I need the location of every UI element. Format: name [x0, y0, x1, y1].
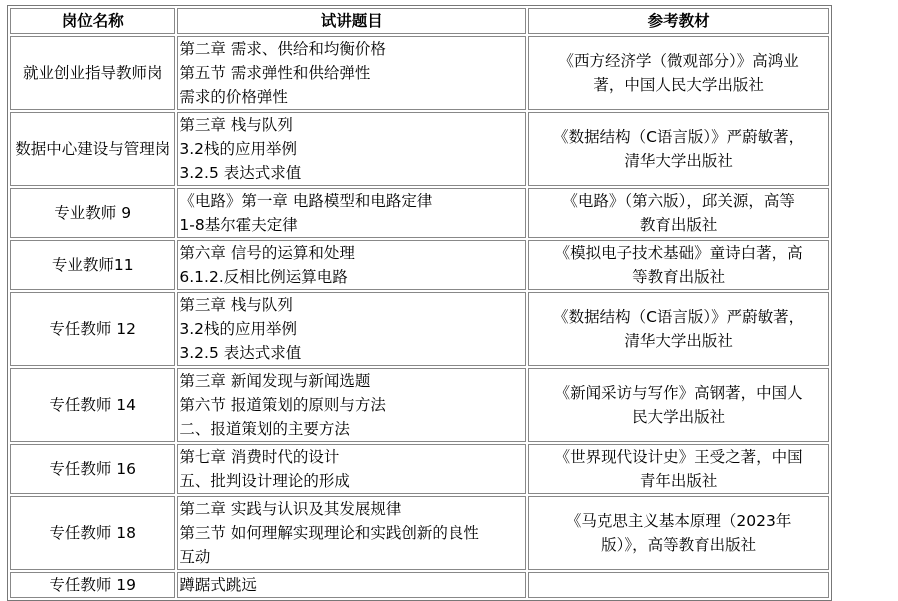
topic-cell	[177, 188, 526, 238]
position-cell: 专任教师 14	[10, 368, 175, 442]
position-cell: 专业教师 9	[10, 188, 175, 238]
book-line: 《数据结构（C语言版）》严蔚敏著，	[553, 128, 805, 146]
book-line: 《马克思主义基本原理（2023年	[565, 512, 792, 530]
topic-line: 3.2.5 表达式求值	[179, 344, 302, 362]
book-line: 教育出版社	[639, 216, 718, 234]
topic-cell	[177, 496, 526, 570]
exam-table	[7, 5, 832, 601]
table-row	[10, 240, 829, 290]
topic-line: 第七章 消费时代的设计	[179, 448, 340, 466]
book-cell	[528, 240, 829, 290]
topic-cell	[177, 444, 526, 494]
table-row	[10, 36, 829, 110]
book-cell	[528, 188, 829, 238]
position-cell: 就业创业指导教师岗	[10, 36, 175, 110]
book-line: 等教育出版社	[632, 268, 726, 286]
header-book: 参考教材	[528, 8, 829, 34]
topic-line: 蹲踞式跳远	[179, 576, 257, 594]
position-label: 数据中心建设与管理岗	[15, 140, 171, 158]
topic-line: 第二章 需求、供给和均衡价格	[179, 40, 386, 58]
book-cell	[528, 292, 829, 366]
header-position: 岗位名称	[10, 8, 175, 34]
topic-line: 6.1.2.反相比例运算电路	[179, 268, 348, 286]
book-line: 《模拟电子技术基础》童诗白著，高	[554, 244, 803, 262]
book-line: 版）》，高等教育出版社	[601, 536, 757, 554]
topic-cell	[177, 292, 526, 366]
position-cell: 专任教师 18	[10, 496, 175, 570]
header-topic: 试讲题目	[177, 8, 526, 34]
book-cell	[528, 368, 829, 442]
book-cell	[528, 572, 829, 598]
position-cell: 专任教师 19	[10, 572, 175, 598]
book-line: 《西方经济学（微观部分）》高鸿业	[558, 52, 799, 70]
position-cell: 专业教师11	[10, 240, 175, 290]
book-cell	[528, 496, 829, 570]
topic-line: 3.2栈的应用举例	[179, 140, 298, 158]
topic-cell	[177, 112, 526, 186]
topic-line: 3.2栈的应用举例	[179, 320, 298, 338]
book-line: 清华大学出版社	[624, 152, 733, 170]
table-row	[10, 496, 829, 570]
table-row	[10, 188, 829, 238]
topic-cell	[177, 368, 526, 442]
table-row	[10, 112, 829, 186]
book-line: 清华大学出版社	[624, 332, 733, 350]
topic-line: 第三章 栈与队列	[179, 296, 293, 314]
header-row	[10, 8, 829, 34]
topic-cell	[177, 36, 526, 110]
topic-line: 五、批判设计理论的形成	[179, 472, 350, 490]
topic-line: 第二章 实践与认识及其发展规律	[179, 500, 402, 518]
book-line: 《电路》（第六版），邱关源，高等	[562, 192, 795, 210]
position-cell	[10, 112, 175, 186]
book-line: 青年出版社	[639, 472, 718, 490]
book-line: 《世界现代设计史》王受之著，中国	[554, 448, 803, 466]
topic-line: 3.2.5 表达式求值	[179, 164, 302, 182]
topic-line: 第三节 如何理解实现理论和实践创新的良性	[179, 524, 479, 542]
topic-cell	[177, 240, 526, 290]
book-line: 著，中国人民大学出版社	[593, 76, 764, 94]
topic-line: 二、报道策划的主要方法	[179, 420, 350, 438]
topic-cell	[177, 572, 526, 598]
book-line: 民大学出版社	[632, 408, 726, 426]
topic-line: 互动	[179, 548, 211, 566]
book-cell	[528, 112, 829, 186]
topic-line: 第三章 栈与队列	[179, 116, 293, 134]
table-row	[10, 572, 829, 598]
table-row	[10, 444, 829, 494]
topic-line: 第三章 新闻发现与新闻选题	[179, 372, 371, 390]
book-line: 《数据结构（C语言版）》严蔚敏著，	[553, 308, 805, 326]
position-cell: 专任教师 12	[10, 292, 175, 366]
topic-line: 需求的价格弹性	[179, 88, 288, 106]
table-row	[10, 292, 829, 366]
book-cell	[528, 444, 829, 494]
table-row	[10, 368, 829, 442]
book-cell	[528, 36, 829, 110]
topic-line: 1-8基尔霍夫定律	[179, 216, 298, 234]
topic-line: 第五节 需求弹性和供给弹性	[179, 64, 371, 82]
topic-line: 第六章 信号的运算和处理	[179, 244, 355, 262]
topic-line: 第六节 报道策划的原则与方法	[179, 396, 386, 414]
topic-line: 《电路》第一章 电路模型和电路定律	[179, 192, 433, 210]
position-cell: 专任教师 16	[10, 444, 175, 494]
book-line: 《新闻采访与写作》高钢著，中国人	[554, 384, 803, 402]
